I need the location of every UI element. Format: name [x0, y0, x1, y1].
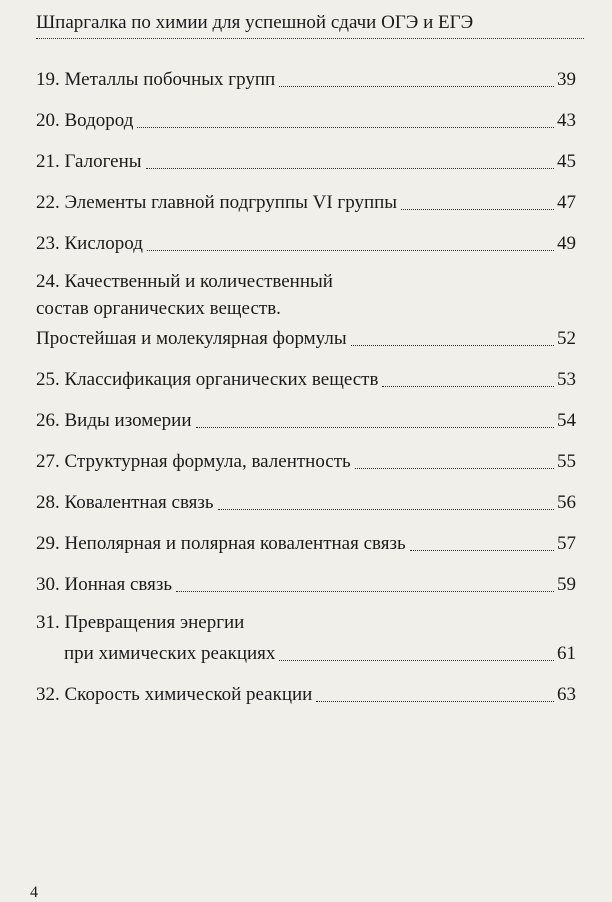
- toc-entry-page: 53: [557, 369, 576, 390]
- dot-leader: [147, 250, 554, 251]
- toc-entry-22: [36, 189, 576, 216]
- toc-entry-page: 43: [557, 110, 576, 131]
- dot-leader: [382, 386, 554, 387]
- dot-leader: [351, 345, 554, 346]
- toc-entry-19: [36, 66, 576, 93]
- toc-entry-title: Простейшая и молекулярная формулы: [36, 328, 347, 349]
- toc-entry-page: 57: [557, 533, 576, 554]
- toc-entry-page: 47: [557, 192, 576, 213]
- toc-entry-title: 32. Скорость химической реакции: [36, 684, 313, 705]
- running-header: Шпаргалка по химии для успешной сдачи ОГЭ и ЕГЭ: [36, 8, 584, 39]
- toc-entry-31-line1: 31. Превращения энергии: [36, 612, 245, 633]
- dot-leader: [176, 591, 554, 592]
- toc-entry-title: 30. Ионная связь: [36, 574, 173, 595]
- page-number: 4: [30, 884, 38, 901]
- toc-entry-32: [36, 681, 576, 708]
- dot-leader: [137, 127, 554, 128]
- toc-entry-title: 26. Виды изомерии: [36, 410, 192, 431]
- toc-entry-page: 49: [557, 233, 576, 254]
- toc-entry-title: 28. Ковалентная связь: [36, 492, 214, 513]
- dot-leader: [196, 427, 554, 428]
- toc-entry-title: 20. Водород: [36, 110, 134, 131]
- toc-entry-28: [36, 489, 576, 516]
- toc-entry-title: 23. Кислород: [36, 233, 143, 254]
- toc-entry-29: [36, 530, 576, 557]
- toc-entry-24: [36, 325, 576, 352]
- toc-entry-25: [36, 366, 576, 393]
- toc-entry-31: [36, 640, 576, 667]
- dot-leader: [401, 209, 554, 210]
- toc-entry-title: 29. Неполярная и полярная ковалентная связь: [36, 533, 406, 554]
- toc-entry-24-line2: состав органических веществ.: [36, 298, 281, 319]
- toc-entry-30: [36, 571, 576, 598]
- dot-leader: [279, 660, 554, 661]
- dot-leader: [316, 701, 554, 702]
- dot-leader: [279, 86, 554, 87]
- toc-entry-page: 56: [557, 492, 576, 513]
- toc-entry-title: 19. Металлы побочных групп: [36, 69, 276, 90]
- toc-entry-23: [36, 230, 576, 257]
- toc-entry-title: при химических реакциях: [64, 643, 276, 664]
- toc-entry-page: 59: [557, 574, 576, 595]
- toc-entry-title: 25. Классификация органических веществ: [36, 369, 379, 390]
- toc-entry-title: 21. Галогены: [36, 151, 142, 172]
- toc-entry-page: 61: [557, 643, 576, 664]
- toc-entry-20: [36, 107, 576, 134]
- toc-entry-27: [36, 448, 576, 475]
- toc-entry-24-line1: 24. Качественный и количественный: [36, 271, 333, 292]
- toc-entry-page: 54: [557, 410, 576, 431]
- toc-entry-page: 55: [557, 451, 576, 472]
- toc-entry-page: 45: [557, 151, 576, 172]
- toc-entry-21: [36, 148, 576, 175]
- dot-leader: [146, 168, 554, 169]
- dot-leader: [218, 509, 554, 510]
- toc-entry-title: 22. Элементы главной подгруппы VI группы: [36, 192, 398, 213]
- dot-leader: [410, 550, 554, 551]
- toc-entry-title: 27. Структурная формула, валентность: [36, 451, 351, 472]
- toc-entry-page: 52: [557, 328, 576, 349]
- toc-entry-page: 39: [557, 69, 576, 90]
- toc-entry-26: [36, 407, 576, 434]
- toc-entry-page: 63: [557, 684, 576, 705]
- dot-leader: [355, 468, 554, 469]
